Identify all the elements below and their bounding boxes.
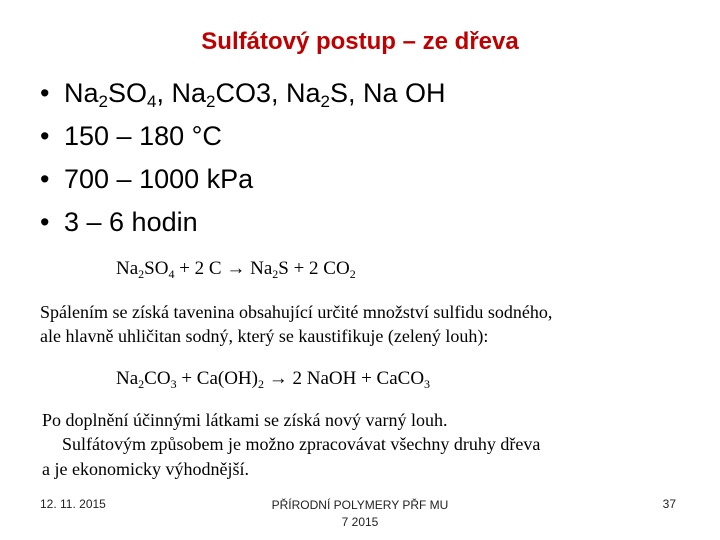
reaction-equation-2: $Na_2CO_3 + Ca(OH)_2 \to 2$ NaOH + CaCO$_3$ bbox=[116, 368, 431, 391]
reaction-equation-1: $Na_2SO_4 + 2$ $C \to Na_2S + 2$ $CO_2$ bbox=[116, 258, 356, 281]
bullet-text: 3 – 6 hodin bbox=[64, 207, 198, 237]
footer-course-line: PŘÍRODNÍ POLYMERY PŘF MU bbox=[271, 498, 449, 512]
bullet-item bbox=[40, 72, 446, 115]
bullet-list bbox=[40, 72, 446, 244]
paragraph-line: a je ekonomicky výhodnější. bbox=[42, 459, 249, 479]
bullet-item bbox=[40, 158, 446, 201]
bullet-dot-icon: • bbox=[40, 207, 50, 237]
paragraph-line: ale hlavně uhličitan sodný, který se kaustifikuje (zelený louh): bbox=[40, 326, 489, 346]
bullet-item bbox=[40, 201, 446, 244]
footer-course bbox=[240, 497, 480, 531]
bullet-text: 700 – 1000 kPa bbox=[64, 164, 254, 194]
page-number: 37 bbox=[662, 497, 676, 511]
bullet-item bbox=[40, 115, 446, 158]
slide-title: Sulfátový postup – ze dřeva bbox=[201, 28, 519, 55]
bullet-text: $Na_2SO_4$, $Na_2CO3$, $Na_2S$, Na OH bbox=[64, 78, 446, 111]
paragraph-line: Po doplnění účinnými látkami se získá nový varný louh. bbox=[42, 410, 448, 430]
paragraph-line: Spálením se získá tavenina obsahující určité množství sulfidu sodného, bbox=[40, 302, 553, 322]
footer-date: 12. 11. 2015 bbox=[40, 497, 106, 511]
bullet-text: 150 – 180 °C bbox=[64, 121, 222, 151]
footer-course-line: 7 2015 bbox=[341, 515, 379, 529]
bullet-dot-icon: • bbox=[40, 78, 50, 108]
bullet-dot-icon: • bbox=[40, 121, 50, 151]
bullet-dot-icon: • bbox=[40, 164, 50, 194]
paragraph-line: Sulfátovým způsobem je možno zpracovávat všechny druhy dřeva bbox=[62, 434, 541, 454]
